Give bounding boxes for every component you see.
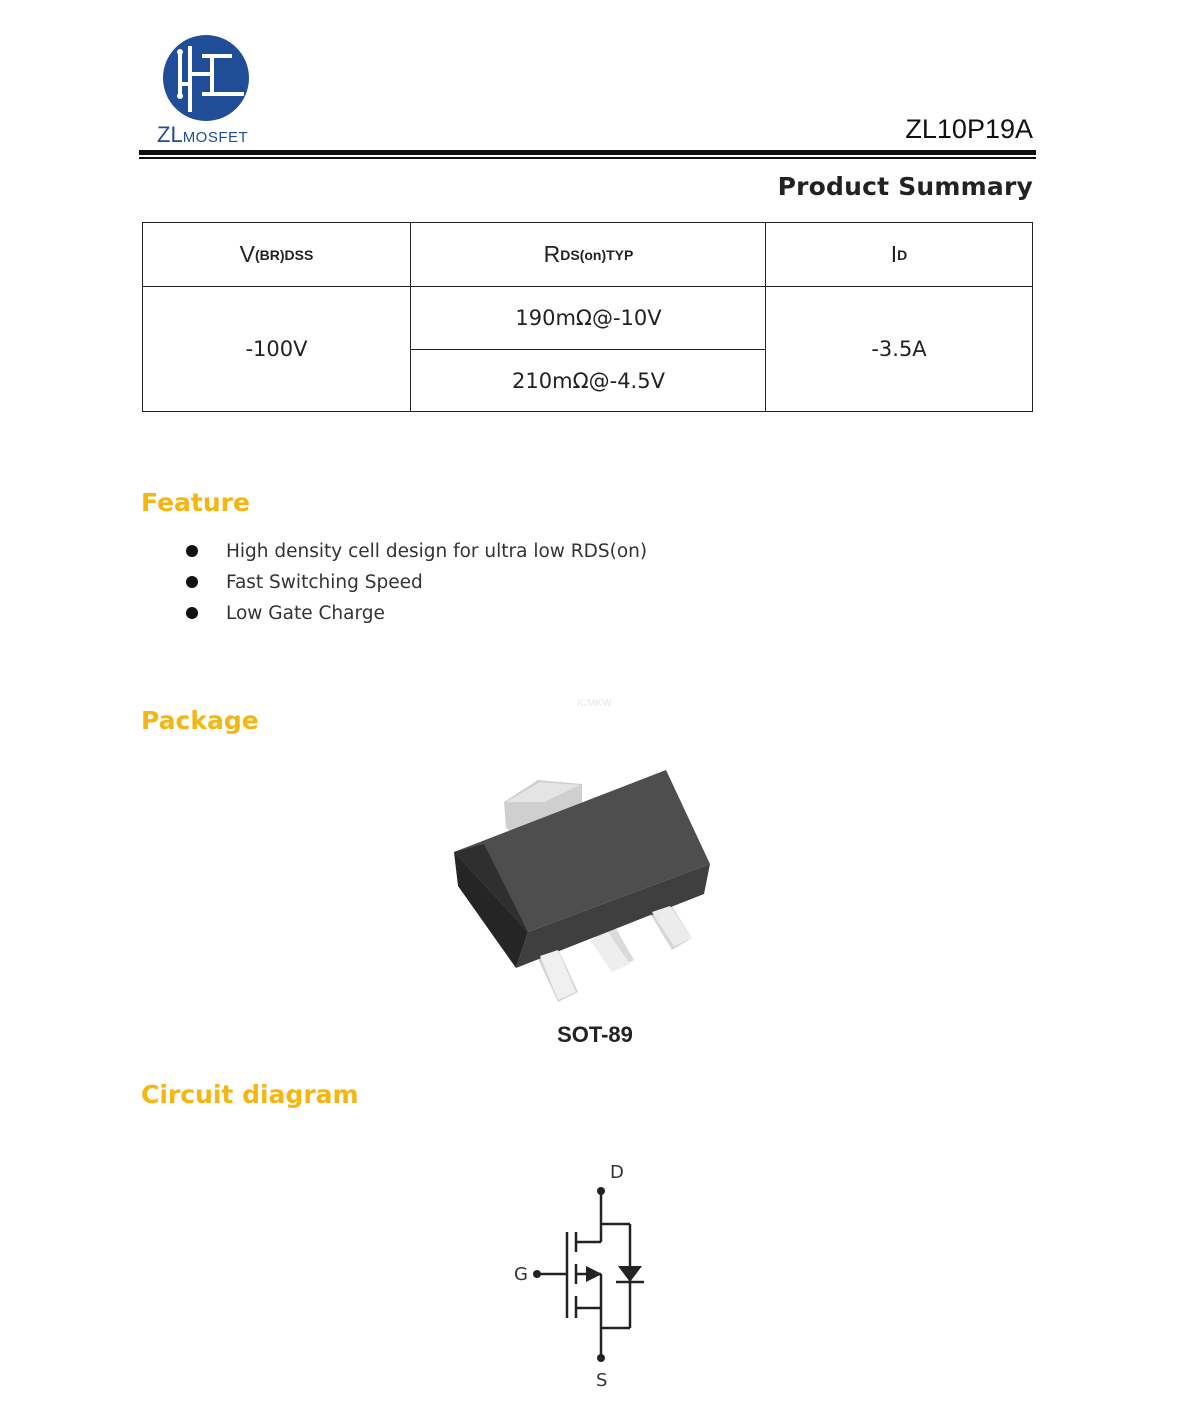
watermark: ICMKW — [577, 698, 612, 709]
feature-item: Low Gate Charge — [186, 598, 647, 629]
package-label: SOT-89 — [557, 1022, 633, 1047]
sot89-package-image — [440, 760, 730, 1020]
id-value: -3.5A — [871, 337, 927, 361]
header-rule-thick — [139, 150, 1036, 155]
source-label: S — [596, 1370, 608, 1391]
p-channel-mosfet-symbol — [500, 1150, 670, 1395]
vbrdss-value: -100V — [245, 337, 308, 361]
feature-list — [186, 536, 647, 629]
bullet-icon — [186, 545, 198, 557]
bullet-icon — [186, 607, 198, 619]
package-heading: Package — [141, 706, 259, 735]
feature-item: High density cell design for ultra low RDS(on) — [186, 536, 647, 567]
drain-label: D — [610, 1162, 624, 1183]
feature-item: Fast Switching Speed — [186, 567, 647, 598]
header-vbrdss: V (BR)DSS — [239, 241, 314, 267]
feature-heading: Feature — [141, 488, 250, 517]
circuit-diagram-heading: Circuit diagram — [141, 1080, 359, 1109]
product-summary-table — [142, 222, 1033, 412]
part-number: ZL10P19A — [905, 114, 1033, 144]
header-id: I D — [890, 241, 908, 267]
bullet-icon — [186, 576, 198, 588]
header-rdson: R DS(on)TYP — [543, 241, 634, 267]
logo-wordmark: ZLMOSFET — [157, 122, 249, 147]
product-summary-title: Product Summary — [777, 172, 1033, 201]
rdson-value-10v: 190mΩ@-10V — [515, 306, 662, 330]
rdson-value-4v5: 210mΩ@-4.5V — [512, 368, 665, 393]
header-rule-thin — [139, 157, 1036, 159]
gate-label: G — [514, 1264, 528, 1285]
